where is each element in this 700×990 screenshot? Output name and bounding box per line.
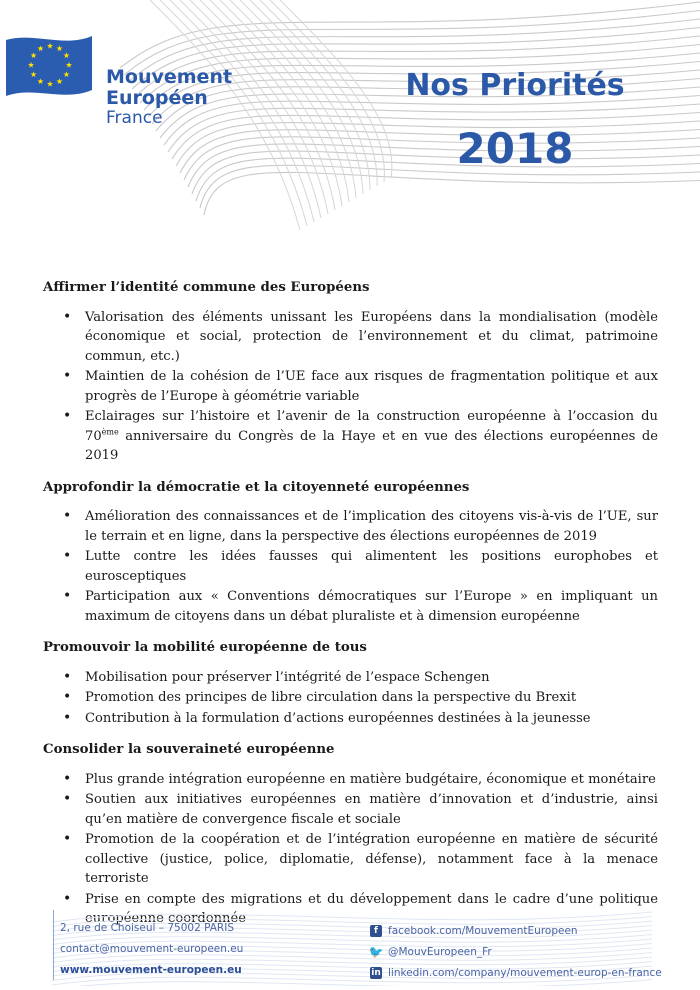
eu-flag-logo	[4, 30, 96, 104]
footer-email[interactable]: contact@mouvement-europeen.eu	[60, 943, 244, 955]
section-heading: Affirmer l’identité commune des Européens	[43, 280, 370, 295]
list-item: • Promotion de la coopération et de l’intégration européenne en matière de sécurité collective (justice, police, diplomatie, défense), notamment face à la menace terroriste	[43, 830, 658, 889]
page-title: Nos Priorités	[405, 68, 625, 103]
twitter-link[interactable]	[370, 941, 662, 962]
list-item: • Soutien aux initiatives européennes en matière d’innovation et d’industrie, ainsi qu’en matière de convergence fiscale et sociale	[43, 790, 658, 829]
list-item: • Maintien de la cohésion de l’UE face aux risques de fragmentation politique et aux progrès de l’Europe à géométrie variable	[43, 367, 658, 406]
linkedin-text: linkedin.com/company/mouvement-europ-en-france	[388, 966, 662, 979]
facebook-link[interactable]	[370, 920, 662, 941]
twitter-text: @MouvEuropeen_Fr	[388, 945, 492, 958]
org-name-line2: Européen	[106, 87, 208, 109]
footer-social	[370, 920, 662, 983]
list-item: • Prise en compte des migrations et du développement dans le cadre d’une politique européenne coordonnée	[43, 890, 658, 929]
facebook-icon: f	[370, 925, 382, 937]
page-year: 2018	[456, 124, 574, 173]
facebook-text: facebook.com/MouvementEuropeen	[388, 924, 578, 937]
footer-contact	[60, 918, 243, 981]
footer-address: 2, rue de Choiseul – 75002 PARIS	[60, 922, 234, 934]
organization-name	[106, 68, 232, 127]
linkedin-icon: in	[371, 967, 381, 978]
linkedin-link[interactable]	[370, 962, 662, 983]
twitter-icon: 🐦	[368, 944, 384, 959]
section-mobilite	[43, 638, 658, 728]
org-name-line3: France	[106, 108, 163, 128]
list-item: • Mobilisation pour préserver l’intégrité de l’espace Schengen	[43, 668, 658, 688]
list-item: • Promotion des principes de libre circulation dans la perspective du Brexit	[43, 688, 658, 708]
header-wave-decoration	[0, 0, 700, 240]
org-name-line1: Mouvement	[106, 66, 233, 88]
list-item: • Plus grande intégration européenne en matière budgétaire, économique et monétaire	[43, 770, 658, 790]
priorities-content	[43, 278, 658, 941]
ordinal-superscript: ème	[101, 427, 119, 437]
section-heading: Consolider la souveraineté européenne	[43, 742, 335, 757]
section-identite	[43, 278, 658, 466]
section-democratie	[43, 478, 658, 627]
section-souverainete	[43, 740, 658, 929]
list-item: • Lutte contre les idées fausses qui alimentent les positions europhobes et eurosceptiques	[43, 547, 658, 586]
footer-website[interactable]: www.mouvement-europeen.eu	[60, 964, 242, 976]
footer-divider	[53, 910, 54, 980]
list-item: • Eclairages sur l’histoire et l’avenir de la construction européenne à l’occasion du 70ème anniversaire du Congrès de la Haye et en vue des élections européennes de 2019	[43, 407, 658, 466]
section-heading: Promouvoir la mobilité européenne de tous	[43, 640, 367, 655]
list-item: • Contribution à la formulation d’actions européennes destinées à la jeunesse	[43, 709, 658, 729]
section-heading: Approfondir la démocratie et la citoyenneté européennes	[43, 479, 470, 495]
list-item: • Valorisation des éléments unissant les Européens dans la mondialisation (modèle économique et social, protection de l’environnement et du climat, patrimoine commun, etc.)	[43, 308, 658, 367]
list-item: • Participation aux « Conventions démocratiques sur l’Europe » en impliquant un maximum de citoyens dans un débat pluraliste et à dimension européenne	[43, 587, 658, 626]
list-item: • Amélioration des connaissances et de l’implication des citoyens vis-à-vis de l’UE, sur le terrain et en ligne, dans la perspective des élections européennes de 2019	[43, 507, 658, 546]
wave-line	[204, 172, 700, 215]
